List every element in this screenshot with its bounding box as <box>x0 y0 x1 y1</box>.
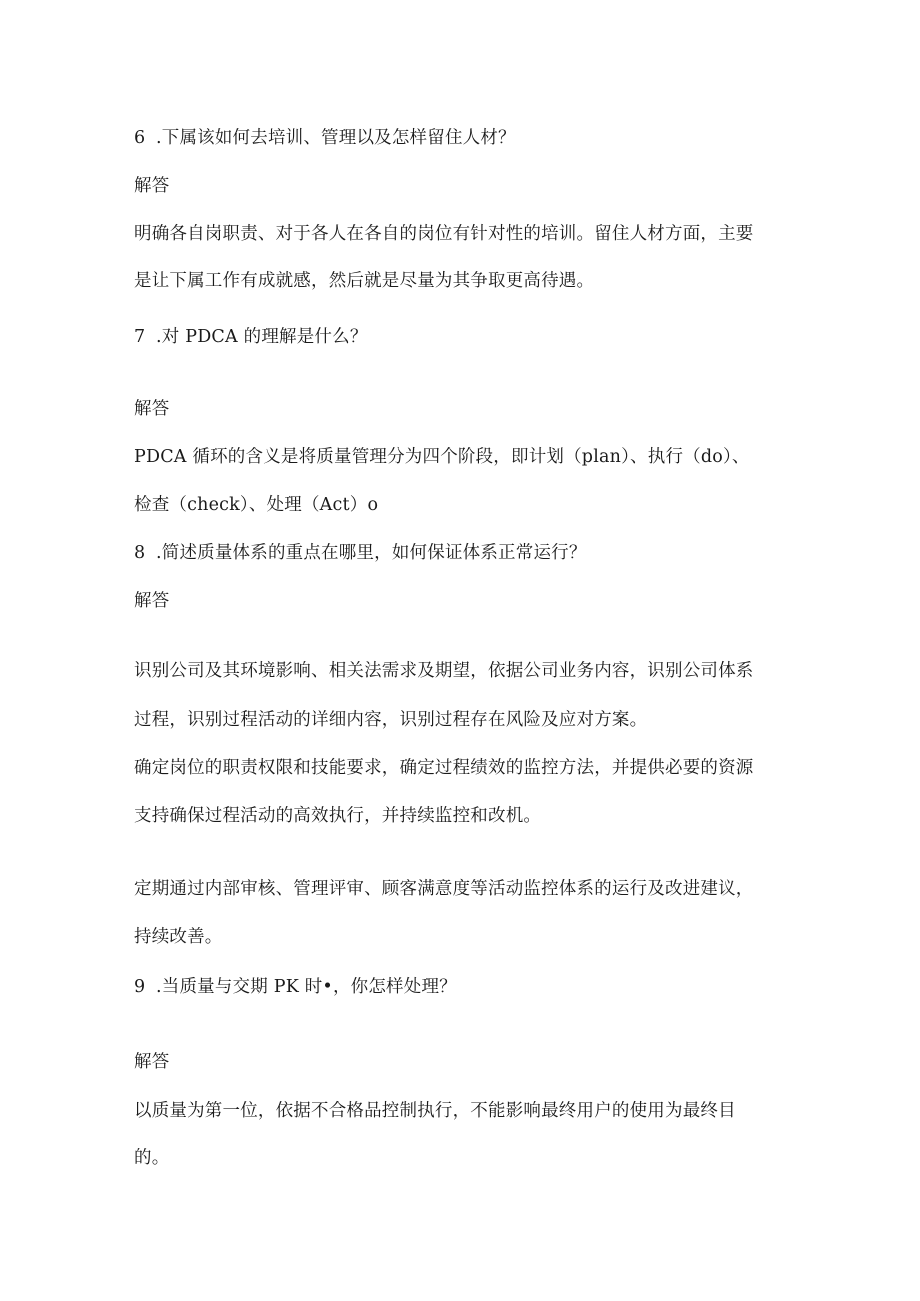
question-number: 6 <box>134 128 146 148</box>
answer-8-line-1: 识别公司及其环境影响、相关法需求及期望，依据公司业务内容，识别公司体系 <box>134 661 754 681</box>
answer-7-line-1: PDCA 循环的含义是将质量管理分为四个阶段，即计划（plan）、执行（do）、 <box>134 447 750 467</box>
answer-6-line-2: 是让下属工作有成就感，然后就是尽量为其争取更高待遇。 <box>134 271 595 291</box>
answer-8-line-2: 过程，识别过程活动的详细内容，识别过程存在风险及应对方案。 <box>134 710 648 730</box>
answer-8-line-6: 持续改善。 <box>134 927 223 947</box>
question-text: .下属该如何去培训、管理以及怎样留住人材？ <box>156 128 516 148</box>
answer-9-line-1: 以质量为第一位，依据不合格品控制执行，不能影响最终用户的使用为最终目 <box>134 1101 736 1121</box>
answer-8-line-3: 确定岗位的职责权限和技能要求，确定过程绩效的监控方法，并提供必要的资源 <box>134 758 754 778</box>
answer-8-line-4: 支持确保过程活动的高效执行，并持续监控和改机。 <box>134 806 542 826</box>
question-8 <box>134 541 794 565</box>
answer-label-6: 解答 <box>134 176 170 196</box>
answer-label-8: 解答 <box>134 591 170 611</box>
question-6 <box>134 126 794 150</box>
answer-7-line-2: 检查（check）、处理（Act）o <box>134 495 379 515</box>
question-number: 8 <box>134 543 146 563</box>
answer-9-line-2: 的。 <box>134 1148 170 1168</box>
answer-label-7: 解答 <box>134 399 170 419</box>
answer-label-9: 解答 <box>134 1052 170 1072</box>
answer-8-line-5: 定期通过内部审核、管理评审、顾客满意度等活动监控体系的运行及改进建议， <box>134 879 754 899</box>
answer-6-line-1: 明确各自岗职责、对于各人在各自的岗位有针对性的培训。留住人材方面，主要 <box>134 224 754 244</box>
question-9 <box>134 975 794 999</box>
question-number: 9 <box>134 977 146 997</box>
question-7 <box>134 325 794 349</box>
question-text: .对 PDCA 的理解是什么？ <box>156 327 368 347</box>
question-text: .简述质量体系的重点在哪里，如何保证体系正常运行？ <box>156 543 587 563</box>
question-number: 7 <box>134 327 146 347</box>
question-text: .当质量与交期 PK 时•，你怎样处理？ <box>156 977 457 997</box>
